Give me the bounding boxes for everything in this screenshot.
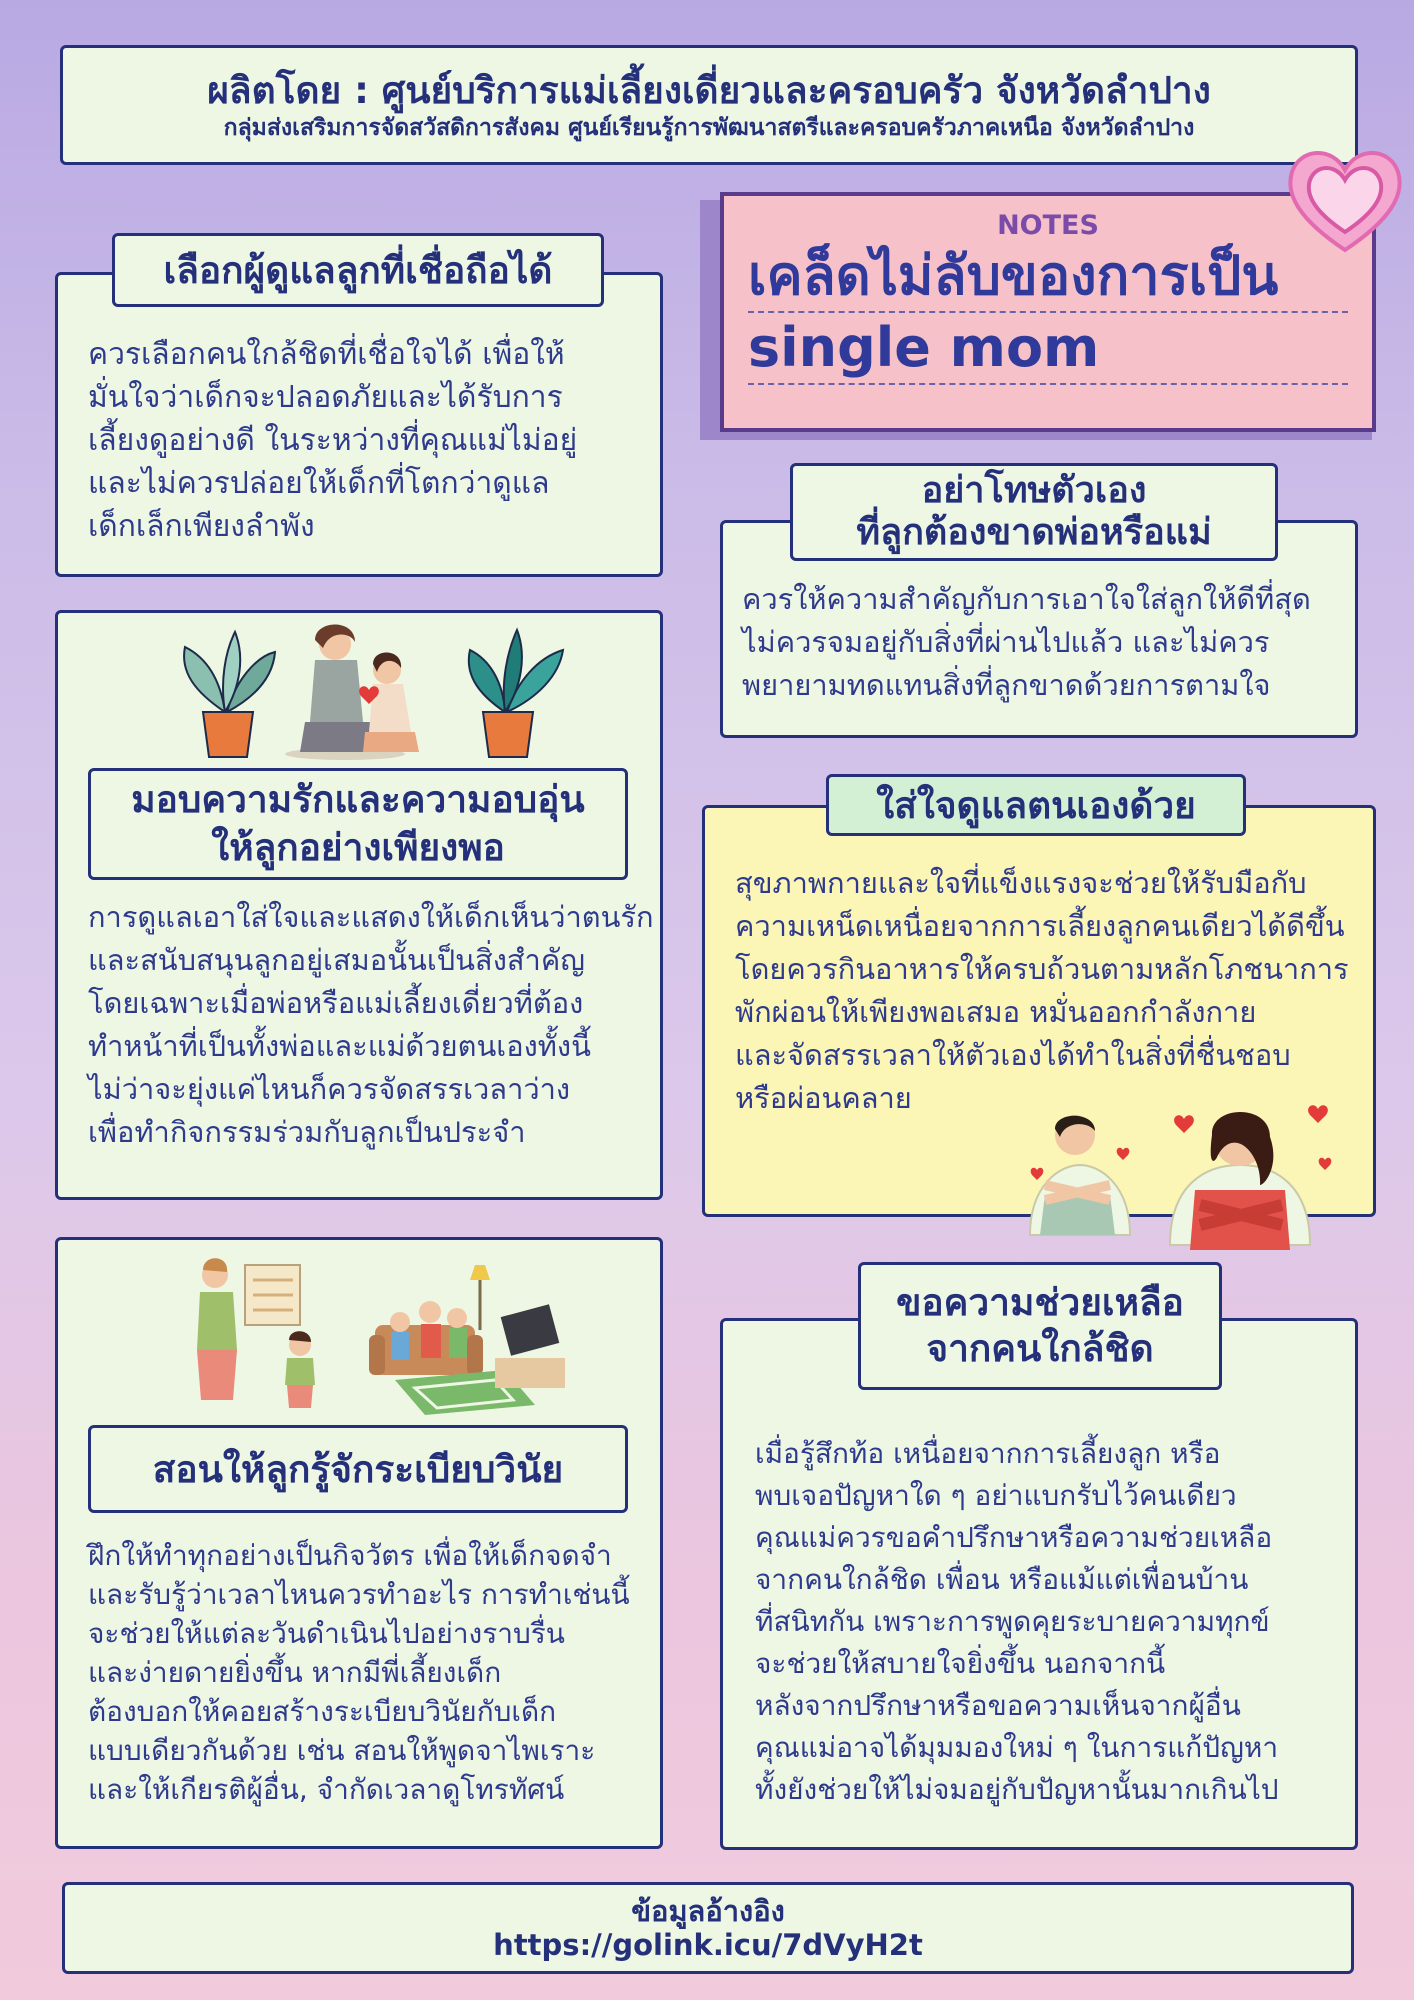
self-care-line: พักผ่อนให้เพียงพอเสมอ หมั่นออกกำลังกาย bbox=[735, 995, 1257, 1029]
notes-card bbox=[720, 192, 1376, 432]
no-blame-title-box bbox=[790, 463, 1278, 561]
ask-help-body bbox=[755, 1433, 1355, 1811]
reference-footer bbox=[62, 1882, 1354, 1974]
notes-label: NOTES bbox=[997, 210, 1099, 241]
no-blame-line: ไม่ควรจมอยู่กับสิ่งที่ผ่านไปแล้ว และไม่ควร bbox=[742, 625, 1270, 659]
love-line: และสนับสนุนลูกอยู่เสมอนั้นเป็นสิ่งสำคัญ bbox=[88, 943, 585, 977]
ask-help-line: หลังจากปรึกษาหรือขอความเห็นจากผู้อื่น bbox=[755, 1689, 1241, 1722]
producer-line: ผลิตโดย : ศูนย์บริการแม่เลี้ยงเดี่ยวและครอบครัว จังหวัดลำปาง bbox=[207, 69, 1211, 112]
caregiver-title: เลือกผู้ดูแลลูกที่เชื่อถือได้ bbox=[163, 248, 553, 292]
caregiver-line: และไม่ควรปล่อยให้เด็กที่โตกว่าดูแล bbox=[88, 466, 550, 501]
ask-help-line: คุณแม่อาจได้มุมมองใหม่ ๆ ในการแก้ปัญหา bbox=[755, 1731, 1279, 1764]
ask-help-title-box bbox=[858, 1262, 1222, 1390]
love-title-box bbox=[88, 768, 628, 880]
reference-label: ข้อมูลอ้างอิง bbox=[631, 1894, 785, 1928]
discipline-line: ต้องบอกให้คอยสร้างระเบียบวินัยกับเด็ก bbox=[88, 1695, 557, 1728]
caregiver-line: เลี้ยงดูอย่างดี ในระหว่างที่คุณแม่ไม่อยู่ bbox=[88, 423, 578, 458]
family-routine-illustration bbox=[175, 1240, 570, 1415]
ask-help-title-line2: จากคนใกล้ชิด bbox=[926, 1327, 1154, 1370]
self-care-title-box bbox=[826, 774, 1246, 836]
discipline-line: แบบเดียวกันด้วย เช่น สอนให้พูดจาไพเราะ bbox=[88, 1734, 596, 1767]
no-blame-line: พยายามทดแทนสิ่งที่ลูกขาดด้วยการตามใจ bbox=[742, 668, 1271, 702]
caregiver-line: มั่นใจว่าเด็กจะปลอดภัยและได้รับการ bbox=[88, 380, 563, 415]
love-line: ทำหน้าที่เป็นทั้งพ่อและแม่ด้วยตนเองทั้งนี้ bbox=[88, 1029, 591, 1063]
self-love-illustration bbox=[1020, 1085, 1350, 1255]
no-blame-title-line1: อย่าโทษตัวเอง bbox=[921, 470, 1147, 511]
discipline-line: และง่ายดายยิ่งขึ้น หากมีพี่เลี้ยงเด็ก bbox=[88, 1656, 502, 1689]
notes-title-line2: single mom bbox=[748, 313, 1348, 385]
department-line: กลุ่มส่งเสริมการจัดสวัสดิการสังคม ศูนย์เรียนรู้การพัฒนาสตรีและครอบครัวภาคเหนือ จังหวัดลำปาง bbox=[223, 115, 1195, 141]
discipline-line: จะช่วยให้แต่ละวันดำเนินไปอย่างราบรื่น bbox=[88, 1617, 565, 1650]
discipline-line: และให้เกียรติผู้อื่น, จำกัดเวลาดูโทรทัศน์ bbox=[88, 1773, 565, 1806]
ask-help-line: จะช่วยให้สบายใจยิ่งขึ้น นอกจากนี้ bbox=[755, 1647, 1166, 1680]
discipline-body bbox=[88, 1536, 658, 1809]
caregiver-line: ควรเลือกคนใกล้ชิดที่เชื่อใจได้ เพื่อให้ bbox=[88, 337, 565, 372]
self-care-line: สุขภาพกายและใจที่แข็งแรงจะช่วยให้รับมือกับ bbox=[735, 866, 1307, 900]
love-line: โดยเฉพาะเมื่อพ่อหรือแม่เลี้ยงเดี่ยวที่ต้อง bbox=[88, 986, 584, 1020]
caregiver-line: เด็กเล็กเพียงลำพัง bbox=[88, 509, 315, 544]
ask-help-line: คุณแม่ควรขอคำปรึกษาหรือความช่วยเหลือ bbox=[755, 1521, 1273, 1554]
no-blame-body bbox=[742, 578, 1352, 707]
discipline-line: ฝึกให้ทำทุกอย่างเป็นกิจวัตร เพื่อให้เด็กจดจำ bbox=[88, 1539, 612, 1572]
love-line: เพื่อทำกิจกรรมร่วมกับลูกเป็นประจำ bbox=[88, 1115, 526, 1149]
self-care-line: หรือผ่อนคลาย bbox=[735, 1081, 912, 1115]
discipline-title-box bbox=[88, 1425, 628, 1513]
ask-help-line: จากคนใกล้ชิด เพื่อน หรือแม้แต่เพื่อนบ้าน bbox=[755, 1563, 1249, 1596]
self-care-line: โดยควรกินอาหารให้ครบถ้วนตามหลักโภชนาการ bbox=[735, 952, 1349, 986]
self-care-line: และจัดสรรเวลาให้ตัวเองได้ทำในสิ่งที่ชื่นชอบ bbox=[735, 1038, 1291, 1072]
no-blame-line: ควรให้ความสำคัญกับการเอาใจใส่ลูกให้ดีที่สุด bbox=[742, 582, 1311, 616]
heart-icon bbox=[1280, 140, 1410, 260]
ask-help-line: ที่สนิทกัน เพราะการพูดคุยระบายความทุกข์ bbox=[755, 1605, 1270, 1638]
ask-help-line: พบเจอปัญหาใด ๆ อย่าแบกรับไว้คนเดียว bbox=[755, 1479, 1237, 1512]
love-body bbox=[88, 896, 658, 1154]
mother-daughter-illustration bbox=[165, 612, 570, 762]
ask-help-line: ทั้งยังช่วยให้ไม่จมอยู่กับปัญหานั้นมากเกินไป bbox=[755, 1773, 1279, 1806]
caregiver-body bbox=[88, 333, 648, 548]
ask-help-line: เมื่อรู้สึกท้อ เหนื่อยจากการเลี้ยงลูก หรือ bbox=[755, 1437, 1221, 1470]
ask-help-title-line1: ขอความช่วยเหลือ bbox=[896, 1281, 1184, 1324]
self-care-body bbox=[735, 862, 1375, 1120]
love-line: ไม่ว่าจะยุ่งแค่ไหนก็ควรจัดสรรเวลาว่าง bbox=[88, 1072, 571, 1106]
notes-title-line1: เคล็ดไม่ลับของการเป็น bbox=[748, 241, 1348, 313]
love-title-line2: ให้ลูกอย่างเพียงพอ bbox=[211, 826, 505, 869]
caregiver-title-box bbox=[112, 233, 604, 307]
love-title-line1: มอบความรักและความอบอุ่น bbox=[131, 778, 585, 821]
reference-link[interactable]: https://golink.icu/7dVyH2t bbox=[493, 1928, 923, 1962]
header-banner bbox=[60, 45, 1358, 165]
discipline-title: สอนให้ลูกรู้จักระเบียบวินัย bbox=[152, 1447, 564, 1491]
discipline-line: และรับรู้ว่าเวลาไหนควรทำอะไร การทำเช่นนี้ bbox=[88, 1578, 630, 1611]
self-care-line: ความเหน็ดเหนื่อยจากการเลี้ยงลูกคนเดียวได้ดีขึ้น bbox=[735, 909, 1345, 943]
no-blame-title-line2: ที่ลูกต้องขาดพ่อหรือแม่ bbox=[856, 512, 1212, 553]
self-care-title: ใส่ใจดูแลตนเองด้วย bbox=[876, 783, 1196, 827]
love-line: การดูแลเอาใส่ใจและแสดงให้เด็กเห็นว่าตนรัก bbox=[88, 900, 654, 934]
